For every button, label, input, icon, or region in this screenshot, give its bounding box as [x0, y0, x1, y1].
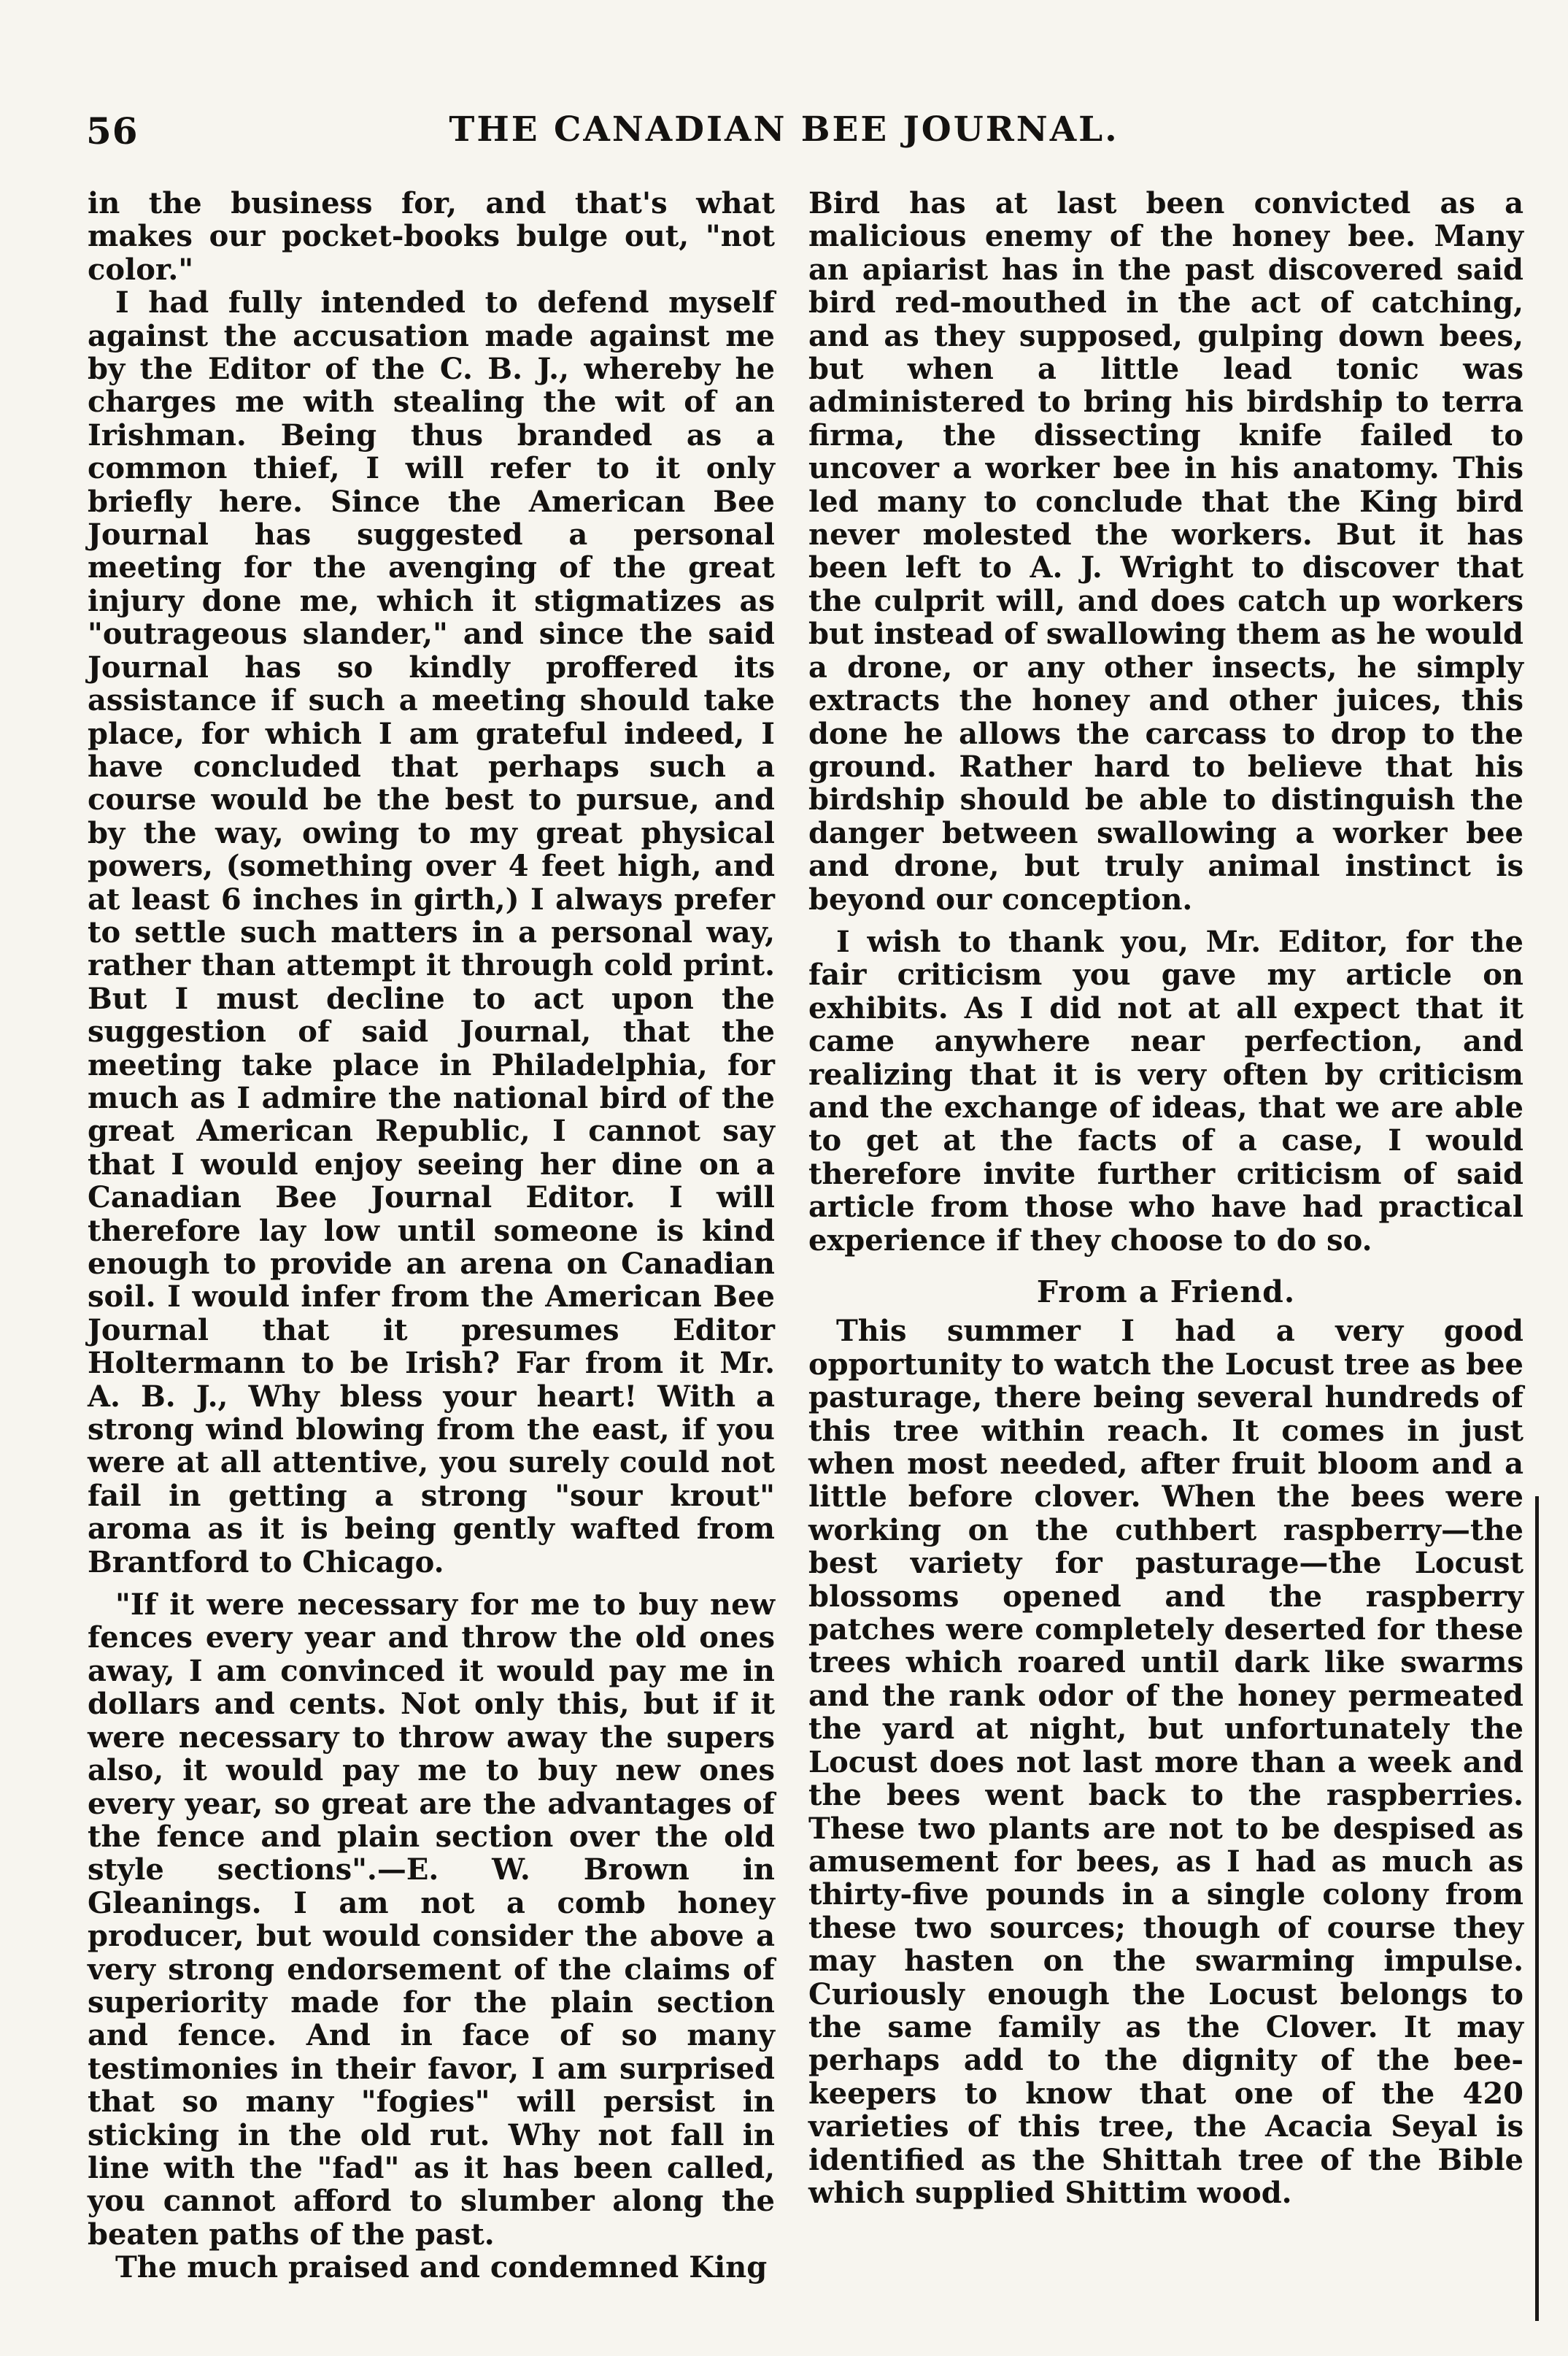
- paragraph: I had fully intended to defend myself against the accusation made against me by the Editor of the C. B. J., whereby he charges me with stealing the wit of an Irishman. Being thus branded as a common thief, I will refer to it only briefly here. Since the American Bee Journal has suggested a personal meeting for the avenging of the great injury done me, which it stigmatizes as "outrageous slander," and since the said Journal has so kindly proffered its assistance if such a meeting should take place, for which I am grateful indeed, I have concluded that perhaps such a course would be the best to pursue, and by the way, owing to my great physical powers, (something over 4 feet high, and at least 6 inches in girth,) I always prefer to settle such matters in a personal way, rather than attempt it through cold print. But I must decline to act upon the suggestion of said Journal, that the meeting take place in Philadelphia, for much as I admire the national bird of the great American Republic, I cannot say that I would enjoy seeing her dine on a Canadian Bee Journal Editor. I will therefore lay low until someone is kind enough to provide an arena on Canadian soil. I would infer from the American Bee Journal that it presumes Editor Holtermann to be Irish? Far from it Mr. A. B. J., Why bless your heart! With a strong wind blowing from the east, if you were at all attentive, you surely could not fail in getting a strong "sour krout" aroma as it is being gently wafted from Brantford to Chicago.: [88, 285, 775, 1579]
- paragraph: "If it were necessary for me to buy new fences every year and throw the old ones away, I am convinced it would pay me in dollars and cents. Not only this, but if it were necessary to throw away the supers also, it would pay me to buy new ones every year, so great are the advantages of the fence and plain section over the old style sections".—E. W. Brown in Gleanings. I am not a comb honey producer, but would consider the above a very strong endorsement of the claims of superiority made for the plain section and fence. And in face of so many testimonies in their favor, I am surprised that so many "fogies" will persist in sticking in the old rut. Why not fall in line with the "fad" as it has been called, you cannot afford to slumber along the beaten paths of the past.: [88, 1587, 775, 2252]
- paragraph: in the business for, and that's what makes our pocket-books bulge out, "not color.": [88, 186, 775, 287]
- margin-rule: [1535, 1496, 1539, 2321]
- page-header: [0, 109, 1568, 168]
- paragraph: I wish to thank you, Mr. Editor, for the fair criticism you gave my article on exhibits. As I did not at all expect that it came anywhere near perfection, and realizing that it is very often by criticism and the exchange of ideas, that we are able to get at the facts of a case, I would therefore invite further criticism of said article from those who have had practical experience if they choose to do so.: [808, 924, 1523, 1258]
- section-heading: From a Friend.: [1036, 1274, 1296, 1309]
- right-column: [808, 187, 1523, 2209]
- page-number: 56: [86, 109, 139, 153]
- left-column: [88, 187, 775, 2284]
- paragraph: The much praised and condemned King: [115, 2250, 768, 2285]
- paragraph: Bird has at last been convicted as a malicious enemy of the honey bee. Many an apiarist has in the past discovered said bird red-mouthed in the act of catching, and as they supposed, gulping down bees, but when a little lead tonic was administered to bring his birdship to terra firma, the dissecting knife failed to uncover a worker bee in his anatomy. This led many to conclude that the King bird never molested the workers. But it has been left to A. J. Wright to discover that the culprit will, and does catch up workers but instead of swallowing them as he would a drone, or any other insects, he simply extracts the honey and other juices, this done he allows the carcass to drop to the ground. Rather hard to believe that his birdship should be able to distinguish the danger between swallowing a worker bee and drone, but truly animal instinct is beyond our conception.: [808, 186, 1523, 917]
- journal-title: THE CANADIAN BEE JOURNAL.: [449, 109, 1119, 150]
- paragraph: This summer I had a very good opportunity to watch the Locust tree as bee pasturage, there being several hundreds of this tree within reach. It comes in just when most needed, after fruit bloom and a little before clover. When the bees were working on the cuthbert raspberry—the best variety for pasturage—the Locust blossoms opened and the raspberry patches were completely deserted for these trees which roared until dark like swarms and the rank odor of the honey permeated the yard at night, but unfortunately the Locust does not last more than a week and the bees went back to the raspberries. These two plants are not to be despised as amusement for bees, as I had as much as thirty-five pounds in a single colony from these two sources; though of course they may hasten on the swarming impulse. Curiously enough the Locust belongs to the same family as the Clover. It may perhaps add to the dignity of the bee-keepers to know that one of the 420 varieties of this tree, the Acacia Seyal is identified as the Shittah tree of the Bible which supplied Shittim wood.: [808, 1314, 1523, 2210]
